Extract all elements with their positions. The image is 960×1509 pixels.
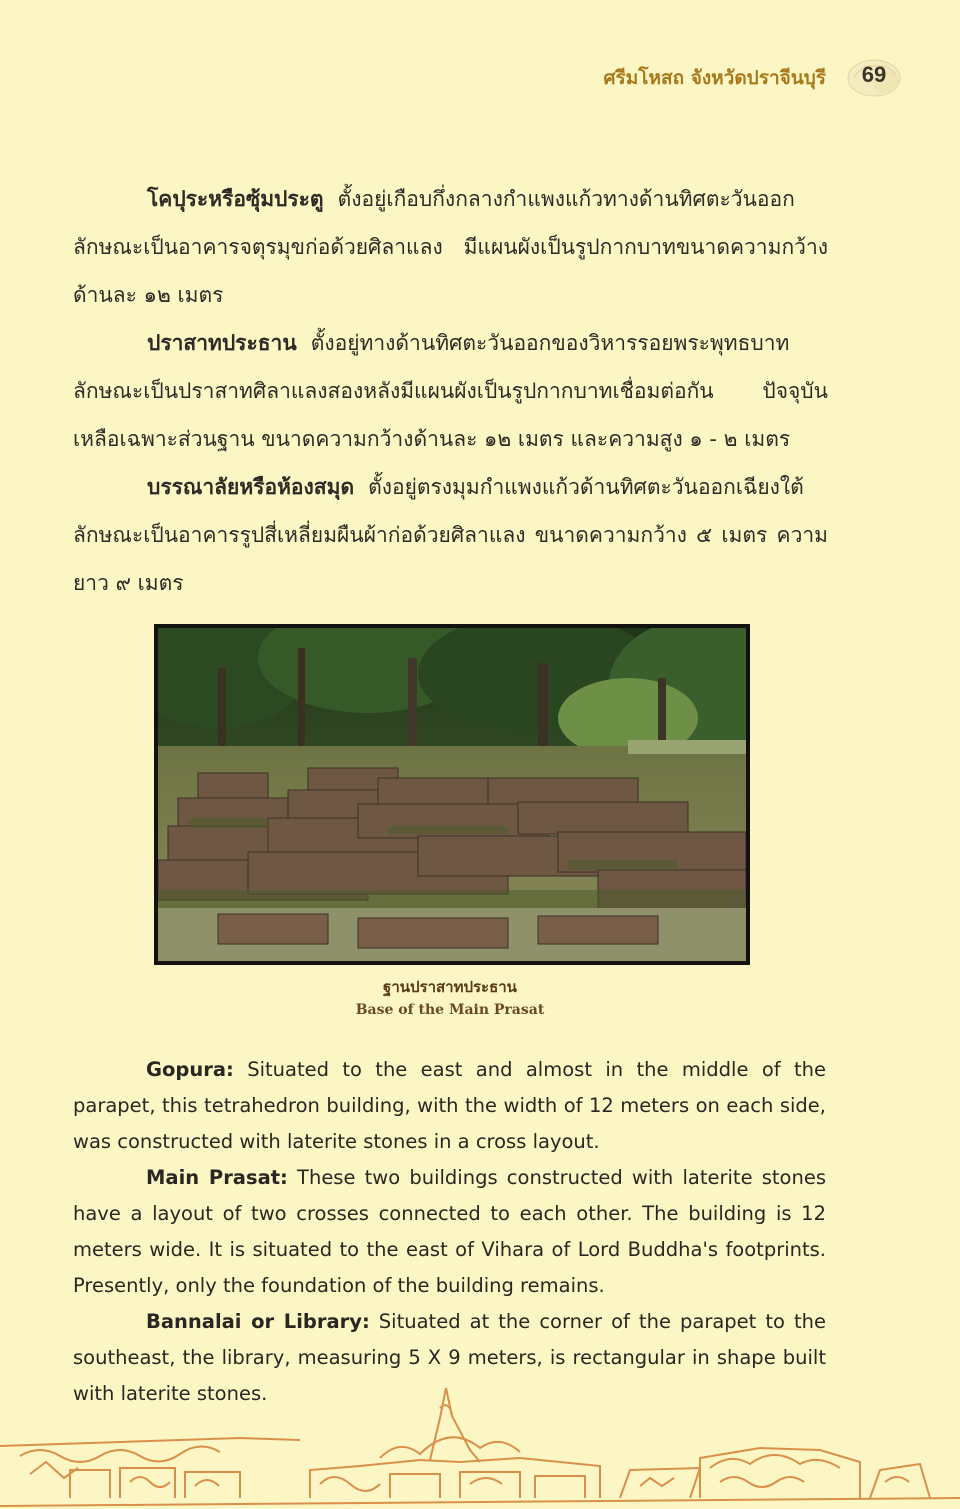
english-paragraph-main-prasat <box>73 1160 826 1304</box>
thai-body-library: ตั้งอยู่ตรงมุมกำแพงแก้วด้านทิศตะวันออกเฉียงใต้ ลักษณะเป็นอาคารรูปสี่เหลี่ยมผืนผ้าก่อด้วยศิลาแลง ขนาดความกว้าง ๕ เมตร ความยาว ๙ เมตร <box>73 475 828 595</box>
photo-caption-thai: ฐานปราสาทประธาน <box>383 978 517 996</box>
page-number-badge <box>846 58 902 98</box>
english-body-gopura: Situated to the east and almost in the middle of the parapet, this tetrahedron building, with the width of 12 meters on each side, was constructed with laterite stones in a cross layout. <box>73 1058 826 1153</box>
temple-ruins-ornament-icon <box>0 1378 960 1509</box>
thai-body-gopura: ตั้งอยู่เกือบกึ่งกลางกำแพงแก้วทางด้านทิศตะวันออก ลักษณะเป็นอาคารจตุรมุขก่อด้วยศิลาแลง มีแผนผังเป็นรูปกากบาทขนาดความกว้างด้านละ ๑๒ เมตร <box>73 187 828 307</box>
english-heading-main-prasat: Main Prasat: <box>146 1166 288 1189</box>
english-heading-library: Bannalai or Library: <box>146 1310 370 1333</box>
running-head <box>604 58 903 98</box>
thai-paragraph-gopura <box>73 175 828 319</box>
english-text <box>73 1052 826 1412</box>
thai-body-main-prasat: ตั้งอยู่ทางด้านทิศตะวันออกของวิหารรอยพระพุทธบาท ลักษณะเป็นปราสาทศิลาแลงสองหลังมีแผนผังเป็นรูปกากบาทเชื่อมต่อกัน ปัจจุบันเหลือเฉพาะส่วนฐาน ขนาดความกว้างด้านละ ๑๒ เมตร และความสูง ๑ - ๒ เมตร <box>73 331 828 451</box>
english-body-main-prasat: These two buildings constructed with laterite stones have a layout of two crosses connected to each other. The building is 12 meters wide. It is situated to the east of Vihara of Lord Buddha's footprints. Presently, only the foundation of the building remains. <box>73 1166 826 1297</box>
thai-heading-gopura: โคปุระหรือซุ้มประตู <box>147 187 324 211</box>
english-paragraph-gopura <box>73 1052 826 1160</box>
ruins-photo <box>154 624 750 965</box>
photo-caption-english: Base of the Main Prasat <box>355 1002 545 1018</box>
english-heading-gopura: Gopura: <box>146 1058 234 1081</box>
thai-paragraph-main-prasat <box>73 319 828 463</box>
thai-heading-library: บรรณาลัยหรือห้องสมุด <box>147 475 355 499</box>
english-body-library: Situated at the corner of the parapet to the southeast, the library, measuring 5 X 9 meters, is rectangular in shape built with laterite stones. <box>73 1310 826 1405</box>
laterite-ruins-image <box>158 628 746 961</box>
thai-paragraph-library <box>73 463 828 607</box>
running-title: ศรีมโหสถ จังหวัดปราจีนบุรี <box>603 67 826 89</box>
thai-text <box>73 175 828 607</box>
page-number: 69 <box>861 62 887 87</box>
thai-heading-main-prasat: ปราสาทประธาน <box>147 331 297 355</box>
